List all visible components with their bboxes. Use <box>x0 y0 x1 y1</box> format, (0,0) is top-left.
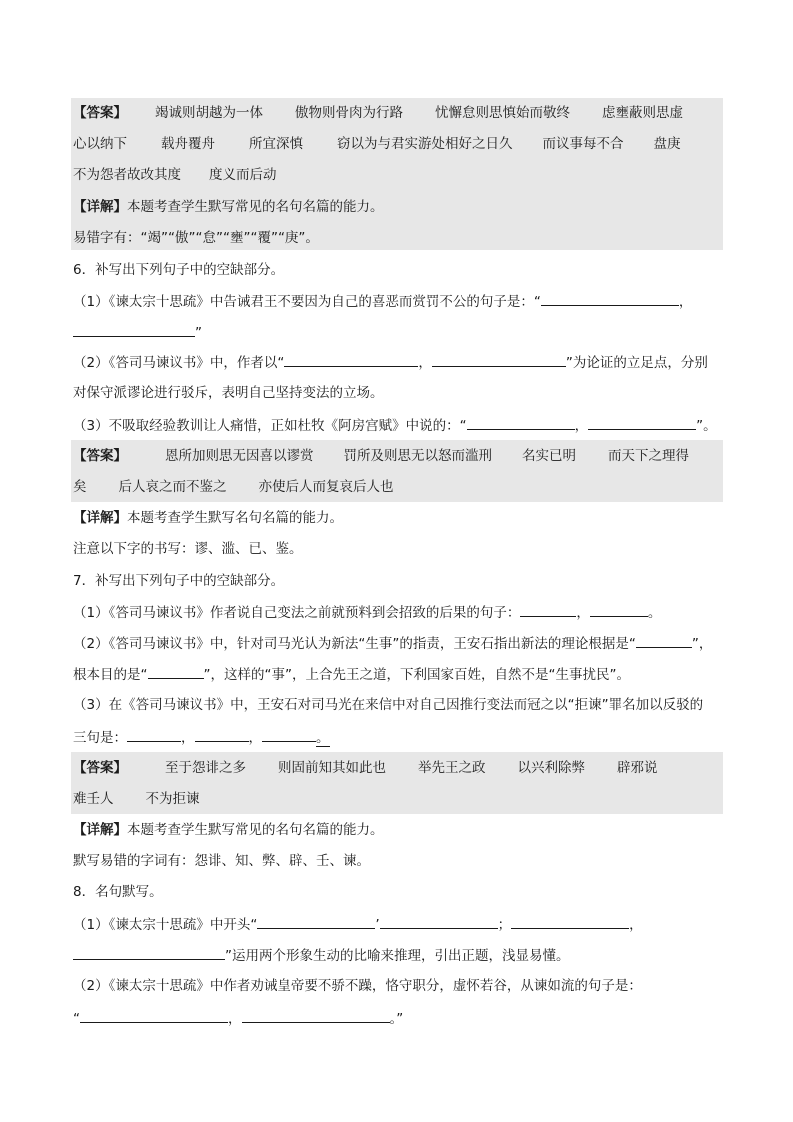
answer-phrase: 心以纳下 <box>73 136 127 152</box>
answer-phrase: 傲物则骨肉为行路 <box>295 105 403 121</box>
detail-text: 本题考查学生默写名句名篇的能力。 <box>127 510 343 526</box>
fill-blank[interactable] <box>284 352 418 367</box>
question-text: ”运用两个形象生动的比喻来推理，引出正题，浅显易懂。 <box>225 948 570 964</box>
note-text: 注意以下字的书写：谬、滥、已、鉴。 <box>73 541 303 557</box>
fill-blank[interactable] <box>380 914 498 929</box>
answer-phrase: 辟邪说 <box>617 760 658 776</box>
fill-blank[interactable] <box>73 945 225 960</box>
question-text: ， <box>181 730 195 746</box>
fill-blank[interactable] <box>127 727 181 742</box>
fill-blank[interactable] <box>541 291 679 306</box>
note-line <box>73 851 723 871</box>
question-line <box>73 1008 723 1029</box>
answer-phrase: 所宜深慎 <box>249 136 303 152</box>
fill-blank[interactable] <box>590 602 648 617</box>
question-text: ”为论证的立足点，分别 <box>565 355 708 371</box>
question-text: 根本目的是“ <box>73 667 148 683</box>
question-line <box>73 976 723 996</box>
question-text: ， <box>574 418 589 434</box>
fill-blank[interactable] <box>636 633 692 648</box>
question-text: ”。 <box>696 418 717 434</box>
answer-phrase: 至于怨诽之多 <box>165 760 246 776</box>
answer-phrase: 不为拒谏 <box>145 791 200 807</box>
fill-blank[interactable] <box>511 914 629 929</box>
question-text: 。” <box>389 1011 404 1027</box>
question-text: ， <box>576 605 590 621</box>
detail-text: 本题考查学生默写常见的名句名篇的能力。 <box>127 822 384 838</box>
question-text: “ <box>73 1011 80 1027</box>
answer-phrase: 而议事每不合 <box>542 136 624 152</box>
answer-phrase: 举先王之政 <box>418 760 486 776</box>
answer-line <box>73 134 723 154</box>
question-text: 。 <box>647 605 662 621</box>
question-text: （2）《谏太宗十思疏》中作者劝诫皇帝要不骄不躁，恪守职分，虚怀若谷，从谏如流的句子是： <box>73 978 642 994</box>
answer-phrase: 度义而后动 <box>209 167 277 183</box>
fill-blank[interactable] <box>432 352 566 367</box>
fill-blank[interactable] <box>262 727 316 742</box>
question-6-title: 6．补写出下列句子中的空缺部分。 <box>73 262 285 278</box>
answer-line <box>73 789 723 809</box>
fill-blank[interactable] <box>520 602 576 617</box>
question-text: ， <box>228 1011 242 1027</box>
question-line <box>73 664 723 685</box>
question-text: 对保守派谬论进行驳斥，表明自己坚持变法的立场。 <box>73 385 384 401</box>
answer-phrase: 矣 <box>73 479 87 495</box>
question-line <box>73 602 723 623</box>
answer-phrase: 载舟覆舟 <box>161 136 215 152</box>
detail-line <box>73 508 723 528</box>
fill-blank[interactable] <box>242 1008 390 1023</box>
question-title <box>73 260 723 280</box>
answer-line <box>73 477 723 497</box>
question-line <box>73 322 723 343</box>
question-7-title: 7．补写出下列句子中的空缺部分。 <box>73 573 285 589</box>
question-text: （1）《谏太宗十思疏》中开头“ <box>73 917 258 933</box>
note-text: 易错字有：“竭”“傲”“怠”“壅”“覆”“庚”。 <box>73 230 319 246</box>
question-text: （2）《答司马谏议书》中，针对司马光认为新法“生事”的指责，王安石指出新法的理论根据是“ <box>73 636 636 652</box>
answer-phrase: 不为怨者故改其度 <box>73 167 181 183</box>
question-text: （1）《答司马谏议书》作者说自己变法之前就预料到会招致的后果的句子： <box>73 605 521 621</box>
answer-phrase: 恩所加则思无因喜以谬赏 <box>165 448 314 464</box>
answer-phrase: 而天下之理得 <box>608 448 689 464</box>
question-line <box>73 914 723 935</box>
detail-label: 【详解】 <box>73 199 127 215</box>
answer-phrase: 竭诚则胡越为一体 <box>155 105 263 121</box>
fill-blank[interactable] <box>73 322 195 337</box>
detail-line <box>73 820 723 840</box>
question-text: ， <box>678 294 693 310</box>
detail-label: 【详解】 <box>73 822 127 838</box>
question-text: ”， <box>691 636 713 652</box>
answer-phrase: 窃以为与君实游处相好之日久 <box>337 136 513 152</box>
note-line <box>73 228 723 248</box>
fill-blank[interactable] <box>148 664 204 679</box>
answer-phrase: 后人哀之而不鉴之 <box>118 479 227 495</box>
answer-phrase: 难壬人 <box>73 791 114 807</box>
answer-phrase: 罚所及则思无以怒而滥刑 <box>343 448 492 464</box>
question-text: （3）不吸取经验教训让人痛惜，正如杜牧《阿房宫赋》中说的：“ <box>73 418 467 434</box>
fill-blank[interactable] <box>467 415 575 430</box>
answer-line <box>73 103 723 123</box>
question-line <box>73 695 723 715</box>
question-line <box>73 945 723 966</box>
question-text: ’ <box>375 917 380 933</box>
detail-label: 【详解】 <box>73 510 127 526</box>
fill-blank[interactable] <box>588 415 696 430</box>
answer-phrase: 以兴利除弊 <box>517 760 585 776</box>
answer-phrase: 盘庚 <box>653 136 681 152</box>
answer-label: 【答案】 <box>73 105 127 121</box>
answer-line <box>73 446 723 466</box>
question-title <box>73 571 723 591</box>
answer-phrase: 则固前知其如此也 <box>278 760 386 776</box>
question-line <box>73 633 723 654</box>
question-text: 。 <box>316 730 330 746</box>
question-text: ”，这样的“事”，上合先王之道，下利国家百姓，自然不是“生事扰民”。 <box>203 667 630 683</box>
question-line <box>73 727 723 748</box>
answer-label: 【答案】 <box>73 760 127 776</box>
note-text: 默写易错的字词有：怨诽、知、弊、辟、壬、谏。 <box>73 853 370 869</box>
question-title <box>73 882 723 902</box>
question-line <box>73 415 723 436</box>
answer-label: 【答案】 <box>73 448 127 464</box>
question-text: ” <box>195 325 202 341</box>
fill-blank[interactable] <box>80 1008 228 1023</box>
note-line <box>73 539 723 559</box>
answer-phrase: 亦使后人而复哀后人也 <box>258 479 394 495</box>
question-text: ； <box>497 917 512 933</box>
question-text: （2）《答司马谏议书》中，作者以“ <box>73 355 285 371</box>
answer-phrase: 忧懈怠则思慎始而敬终 <box>435 105 570 121</box>
question-text: （3）在《答司马谏议书》中，王安石对司马光在来信中对自己因推行变法而冠之以“拒谏”罪名加以反驳的 <box>73 697 704 713</box>
fill-blank[interactable] <box>257 914 375 929</box>
answer-line <box>73 758 723 778</box>
answer-line <box>73 165 723 185</box>
question-text: （1）《谏太宗十思疏》中告诫君王不要因为自己的喜恶而赏罚不公的句子是：“ <box>73 294 541 310</box>
question-8-title: 8．名句默写。 <box>73 884 163 900</box>
fill-blank[interactable] <box>195 727 249 742</box>
question-text: ， <box>248 730 262 746</box>
detail-line <box>73 197 723 217</box>
detail-text: 本题考查学生默写常见的名句名篇的能力。 <box>127 199 384 215</box>
answer-phrase: 名实已明 <box>522 448 576 464</box>
answer-phrase: 虑壅蔽则思虚 <box>602 105 683 121</box>
question-text: 三句是： <box>73 730 127 746</box>
question-line <box>73 383 723 403</box>
question-line <box>73 352 723 373</box>
question-line <box>73 291 723 312</box>
question-text: ， <box>629 917 643 933</box>
question-text: ， <box>418 355 432 371</box>
